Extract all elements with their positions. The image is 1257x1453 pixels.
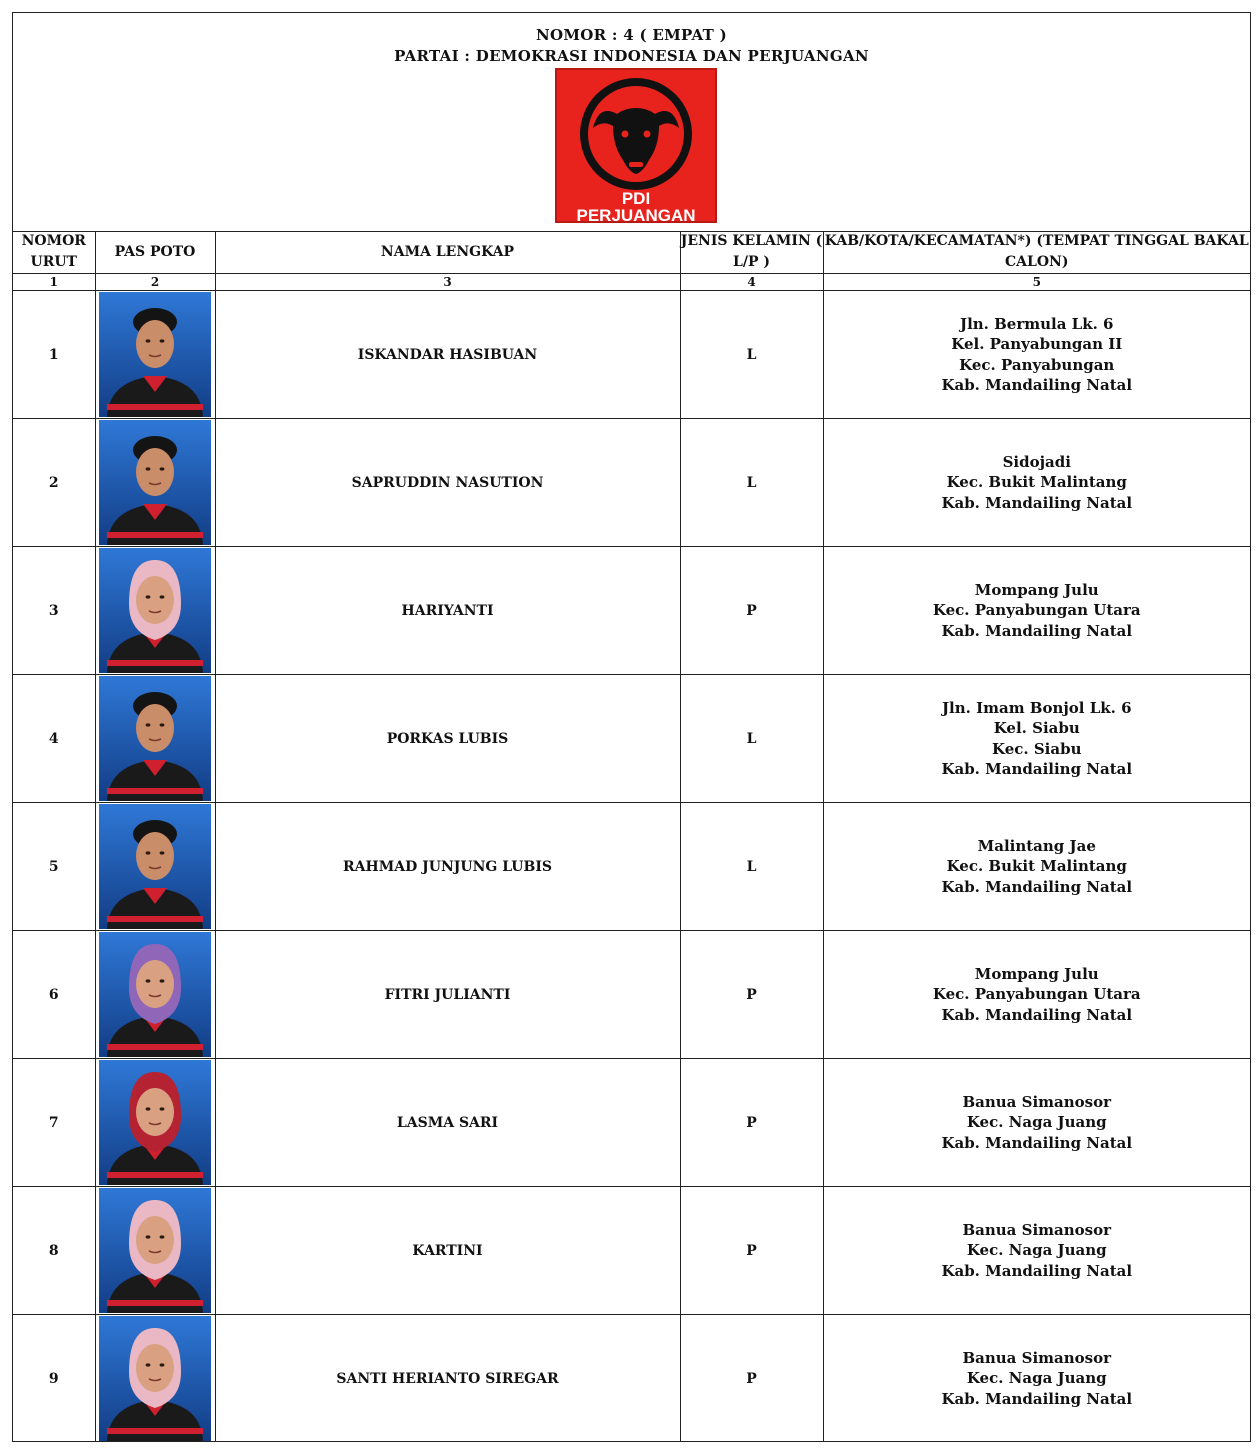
candidate-photo (99, 548, 211, 673)
candidate-address (823, 1059, 1250, 1187)
address-line: Banua Simanosor (962, 1092, 1112, 1111)
candidate-photo (99, 676, 211, 801)
table-row (13, 291, 1250, 419)
address-line: Kab. Mandailing Natal (941, 1133, 1133, 1152)
table-row (13, 1187, 1250, 1315)
candidate-sex: P (680, 1187, 823, 1315)
address-line: Kab. Mandailing Natal (941, 1005, 1133, 1024)
candidate-photo (99, 420, 211, 545)
address-line: Kab. Mandailing Natal (941, 760, 1133, 778)
address-line: Kab. Mandailing Natal (941, 493, 1133, 512)
candidate-photo-cell (95, 675, 215, 803)
candidate-address (823, 803, 1250, 931)
candidate-name: KARTINI (215, 1187, 680, 1315)
col-number: 2 (95, 274, 215, 291)
candidate-number: 9 (13, 1315, 95, 1443)
candidate-name: SANTI HERIANTO SIREGAR (215, 1315, 680, 1443)
address-line: Banua Simanosor (962, 1348, 1112, 1367)
candidate-number: 5 (13, 803, 95, 931)
address-line: Kab. Mandailing Natal (941, 1389, 1133, 1408)
address-line: Kec. Panyabungan Utara (932, 601, 1141, 620)
candidate-photo (99, 804, 211, 929)
candidate-number: 7 (13, 1059, 95, 1187)
address-line: Kec. Naga Juang (966, 1369, 1107, 1388)
candidate-photo (99, 1060, 211, 1185)
candidate-sex: P (680, 1059, 823, 1187)
table-row (13, 419, 1250, 547)
candidate-sex: P (680, 1315, 823, 1443)
address-line: Kec. Naga Juang (966, 1113, 1107, 1132)
candidate-number: 8 (13, 1187, 95, 1315)
address-line: Kec. Naga Juang (966, 1241, 1107, 1260)
address-line: Kec. Bukit Malintang (946, 857, 1127, 876)
address-line: Kec. Siabu (992, 739, 1082, 758)
candidate-photo (99, 1188, 211, 1313)
candidate-photo-cell (95, 1059, 215, 1187)
candidate-number: 6 (13, 931, 95, 1059)
candidate-sex: L (680, 419, 823, 547)
col-number: 3 (215, 274, 680, 291)
candidate-photo (99, 1316, 211, 1441)
address-line: Jln. Bermula Lk. 6 (959, 314, 1114, 333)
table-row (13, 675, 1250, 803)
party-name: PARTAI : DEMOKRASI INDONESIA DAN PERJUANGAN (394, 47, 869, 65)
candidate-name: LASMA SARI (215, 1059, 680, 1187)
candidate-name: ISKANDAR HASIBUAN (215, 291, 680, 419)
col-number: 1 (13, 274, 95, 291)
address-line: Kec. Panyabungan (959, 355, 1115, 374)
col-header-nomor-urut: NOMOR URUT (13, 231, 95, 274)
candidate-number: 4 (13, 675, 95, 803)
table-header-row (13, 231, 1250, 274)
candidate-photo-cell (95, 547, 215, 675)
address-line: Kab. Mandailing Natal (941, 376, 1133, 394)
candidate-name: PORKAS LUBIS (215, 675, 680, 803)
candidate-name: RAHMAD JUNJUNG LUBIS (215, 803, 680, 931)
table-row (13, 803, 1250, 931)
col-header-kab-kota: KAB/KOTA/KECAMATAN*) (TEMPAT TINGGAL BAKAL CALON) (823, 231, 1250, 274)
address-line: Malintang Jae (977, 836, 1096, 855)
candidate-name: SAPRUDDIN NASUTION (215, 419, 680, 547)
address-line: Banua Simanosor (962, 1220, 1112, 1239)
candidate-sex: L (680, 291, 823, 419)
col-header-jenis-kelamin: JENIS KELAMIN ( L/P ) (680, 231, 823, 274)
candidate-name: HARIYANTI (215, 547, 680, 675)
candidate-address (823, 547, 1250, 675)
candidate-photo-cell (95, 931, 215, 1059)
address-line: Kab. Mandailing Natal (941, 621, 1133, 640)
table-row (13, 1059, 1250, 1187)
candidate-number: 2 (13, 419, 95, 547)
candidate-address (823, 675, 1250, 803)
party-header (13, 13, 1250, 232)
candidate-sex: L (680, 803, 823, 931)
candidate-photo-cell (95, 291, 215, 419)
candidate-sheet (12, 12, 1251, 1442)
candidate-address (823, 1315, 1250, 1443)
address-line: Kab. Mandailing Natal (941, 1261, 1133, 1280)
party-number: NOMOR : 4 ( EMPAT ) (535, 26, 728, 44)
candidate-photo-cell (95, 419, 215, 547)
col-number: 4 (680, 274, 823, 291)
candidate-sex: L (680, 675, 823, 803)
logo-text-pdi: PDI (621, 189, 651, 208)
candidate-photo-cell (95, 1187, 215, 1315)
candidate-number: 3 (13, 547, 95, 675)
table-row (13, 931, 1250, 1059)
address-line: Kec. Bukit Malintang (946, 473, 1127, 492)
pdi-perjuangan-logo (555, 68, 717, 223)
candidate-number: 1 (13, 291, 95, 419)
column-number-row (13, 274, 1250, 291)
address-line: Kel. Siabu (993, 719, 1080, 737)
candidate-photo-cell (95, 803, 215, 931)
col-header-pas-poto: PAS POTO (95, 231, 215, 274)
col-header-nama-lengkap: NAMA LENGKAP (215, 231, 680, 274)
candidate-sex: P (680, 931, 823, 1059)
candidate-photo-cell (95, 1315, 215, 1443)
candidate-address (823, 1187, 1250, 1315)
candidate-address (823, 931, 1250, 1059)
address-line: Kel. Panyabungan II (951, 335, 1123, 353)
address-line: Mompang Julu (974, 964, 1099, 983)
address-line: Sidojadi (1002, 452, 1071, 471)
candidate-address (823, 291, 1250, 419)
candidate-name: FITRI JULIANTI (215, 931, 680, 1059)
logo-text-perjuangan: PERJUANGAN (576, 206, 696, 223)
candidate-photo (99, 292, 211, 417)
candidate-photo (99, 932, 211, 1057)
address-line: Kab. Mandailing Natal (941, 877, 1133, 896)
candidate-address (823, 419, 1250, 547)
col-number: 5 (823, 274, 1250, 291)
address-line: Mompang Julu (974, 580, 1099, 599)
table-row (13, 547, 1250, 675)
candidate-table (13, 231, 1250, 1442)
candidate-sex: P (680, 547, 823, 675)
address-line: Kec. Panyabungan Utara (932, 985, 1141, 1004)
table-row (13, 1315, 1250, 1443)
address-line: Jln. Imam Bonjol Lk. 6 (941, 698, 1132, 717)
